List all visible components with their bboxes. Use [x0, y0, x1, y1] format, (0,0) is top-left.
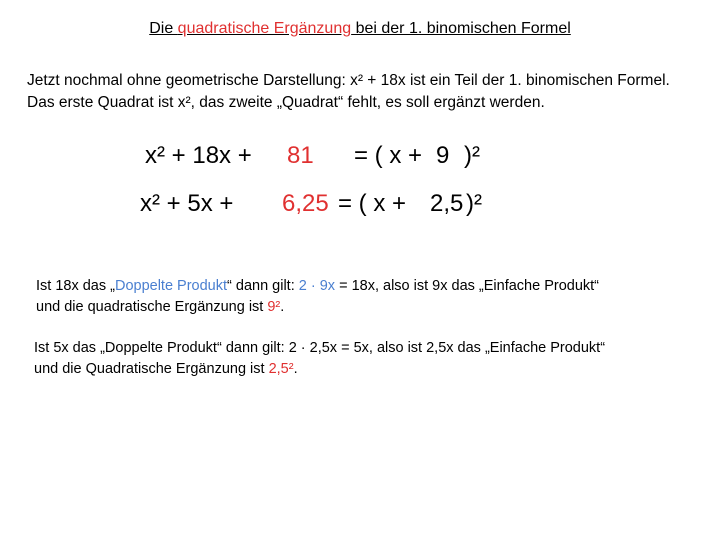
intro-line-1: Jetzt nochmal ohne geometrische Darstellung: x² + 18x ist ein Teil der 1. binomischen Formel. [27, 72, 670, 89]
p2-square: 2,5² [268, 361, 294, 377]
title-part1: Die [149, 20, 178, 37]
p1-text-e: = 18x, also ist 9x das „Einfache Produkt“ [335, 278, 599, 294]
intro-line-2: Das erste Quadrat ist x², das zweite „Quadrat“ fehlt, es soll ergänzt werden. [27, 94, 545, 111]
paragraph-2-line-2 [34, 359, 605, 380]
paragraph-1-line-2 [36, 297, 599, 318]
p1-text-h: . [280, 299, 285, 315]
equation-2-half: 2,5 [430, 190, 464, 217]
p1-text-a: Ist 18x das „ [36, 278, 115, 294]
equation-2-eq-open: = ( x + [338, 190, 407, 217]
equation-1-eq-open: = ( x + [354, 142, 423, 169]
equation-1-close: )² [464, 142, 480, 169]
intro-text [27, 70, 670, 114]
paragraph-1 [36, 276, 599, 318]
equation-1-left: x² + 18x + [145, 142, 252, 169]
p2-text-d: . [293, 361, 298, 377]
paragraph-2 [34, 338, 605, 380]
equation-2-left: x² + 5x + [140, 190, 234, 217]
equation-2-close: )² [466, 190, 482, 217]
p1-text-c: “ dann gilt: [227, 278, 299, 294]
paragraph-2-line-1: Ist 5x das „Doppelte Produkt“ dann gilt: 2 · 2,5x = 5x, also ist 2,5x das „Einfache Produkt“ [34, 340, 606, 356]
p1-product-term: 2 · 9x [298, 278, 336, 294]
page-title [0, 20, 720, 38]
p2-text-b: und die Quadratische Ergänzung ist [34, 361, 269, 377]
p1-text-f: und die quadratische Ergänzung ist [36, 299, 268, 315]
paragraph-1-line-1 [36, 276, 599, 297]
p1-doppelte-produkt: Doppelte Produkt [114, 278, 228, 294]
title-part2: bei der 1. binomischen Formel [351, 20, 571, 37]
title-highlight: quadratische Ergänzung [177, 20, 352, 37]
equation-1-half: 9 [436, 142, 450, 169]
equation-1-addend: 81 [287, 142, 314, 169]
p1-square: 9² [267, 299, 281, 315]
equation-2-addend: 6,25 [282, 190, 329, 217]
